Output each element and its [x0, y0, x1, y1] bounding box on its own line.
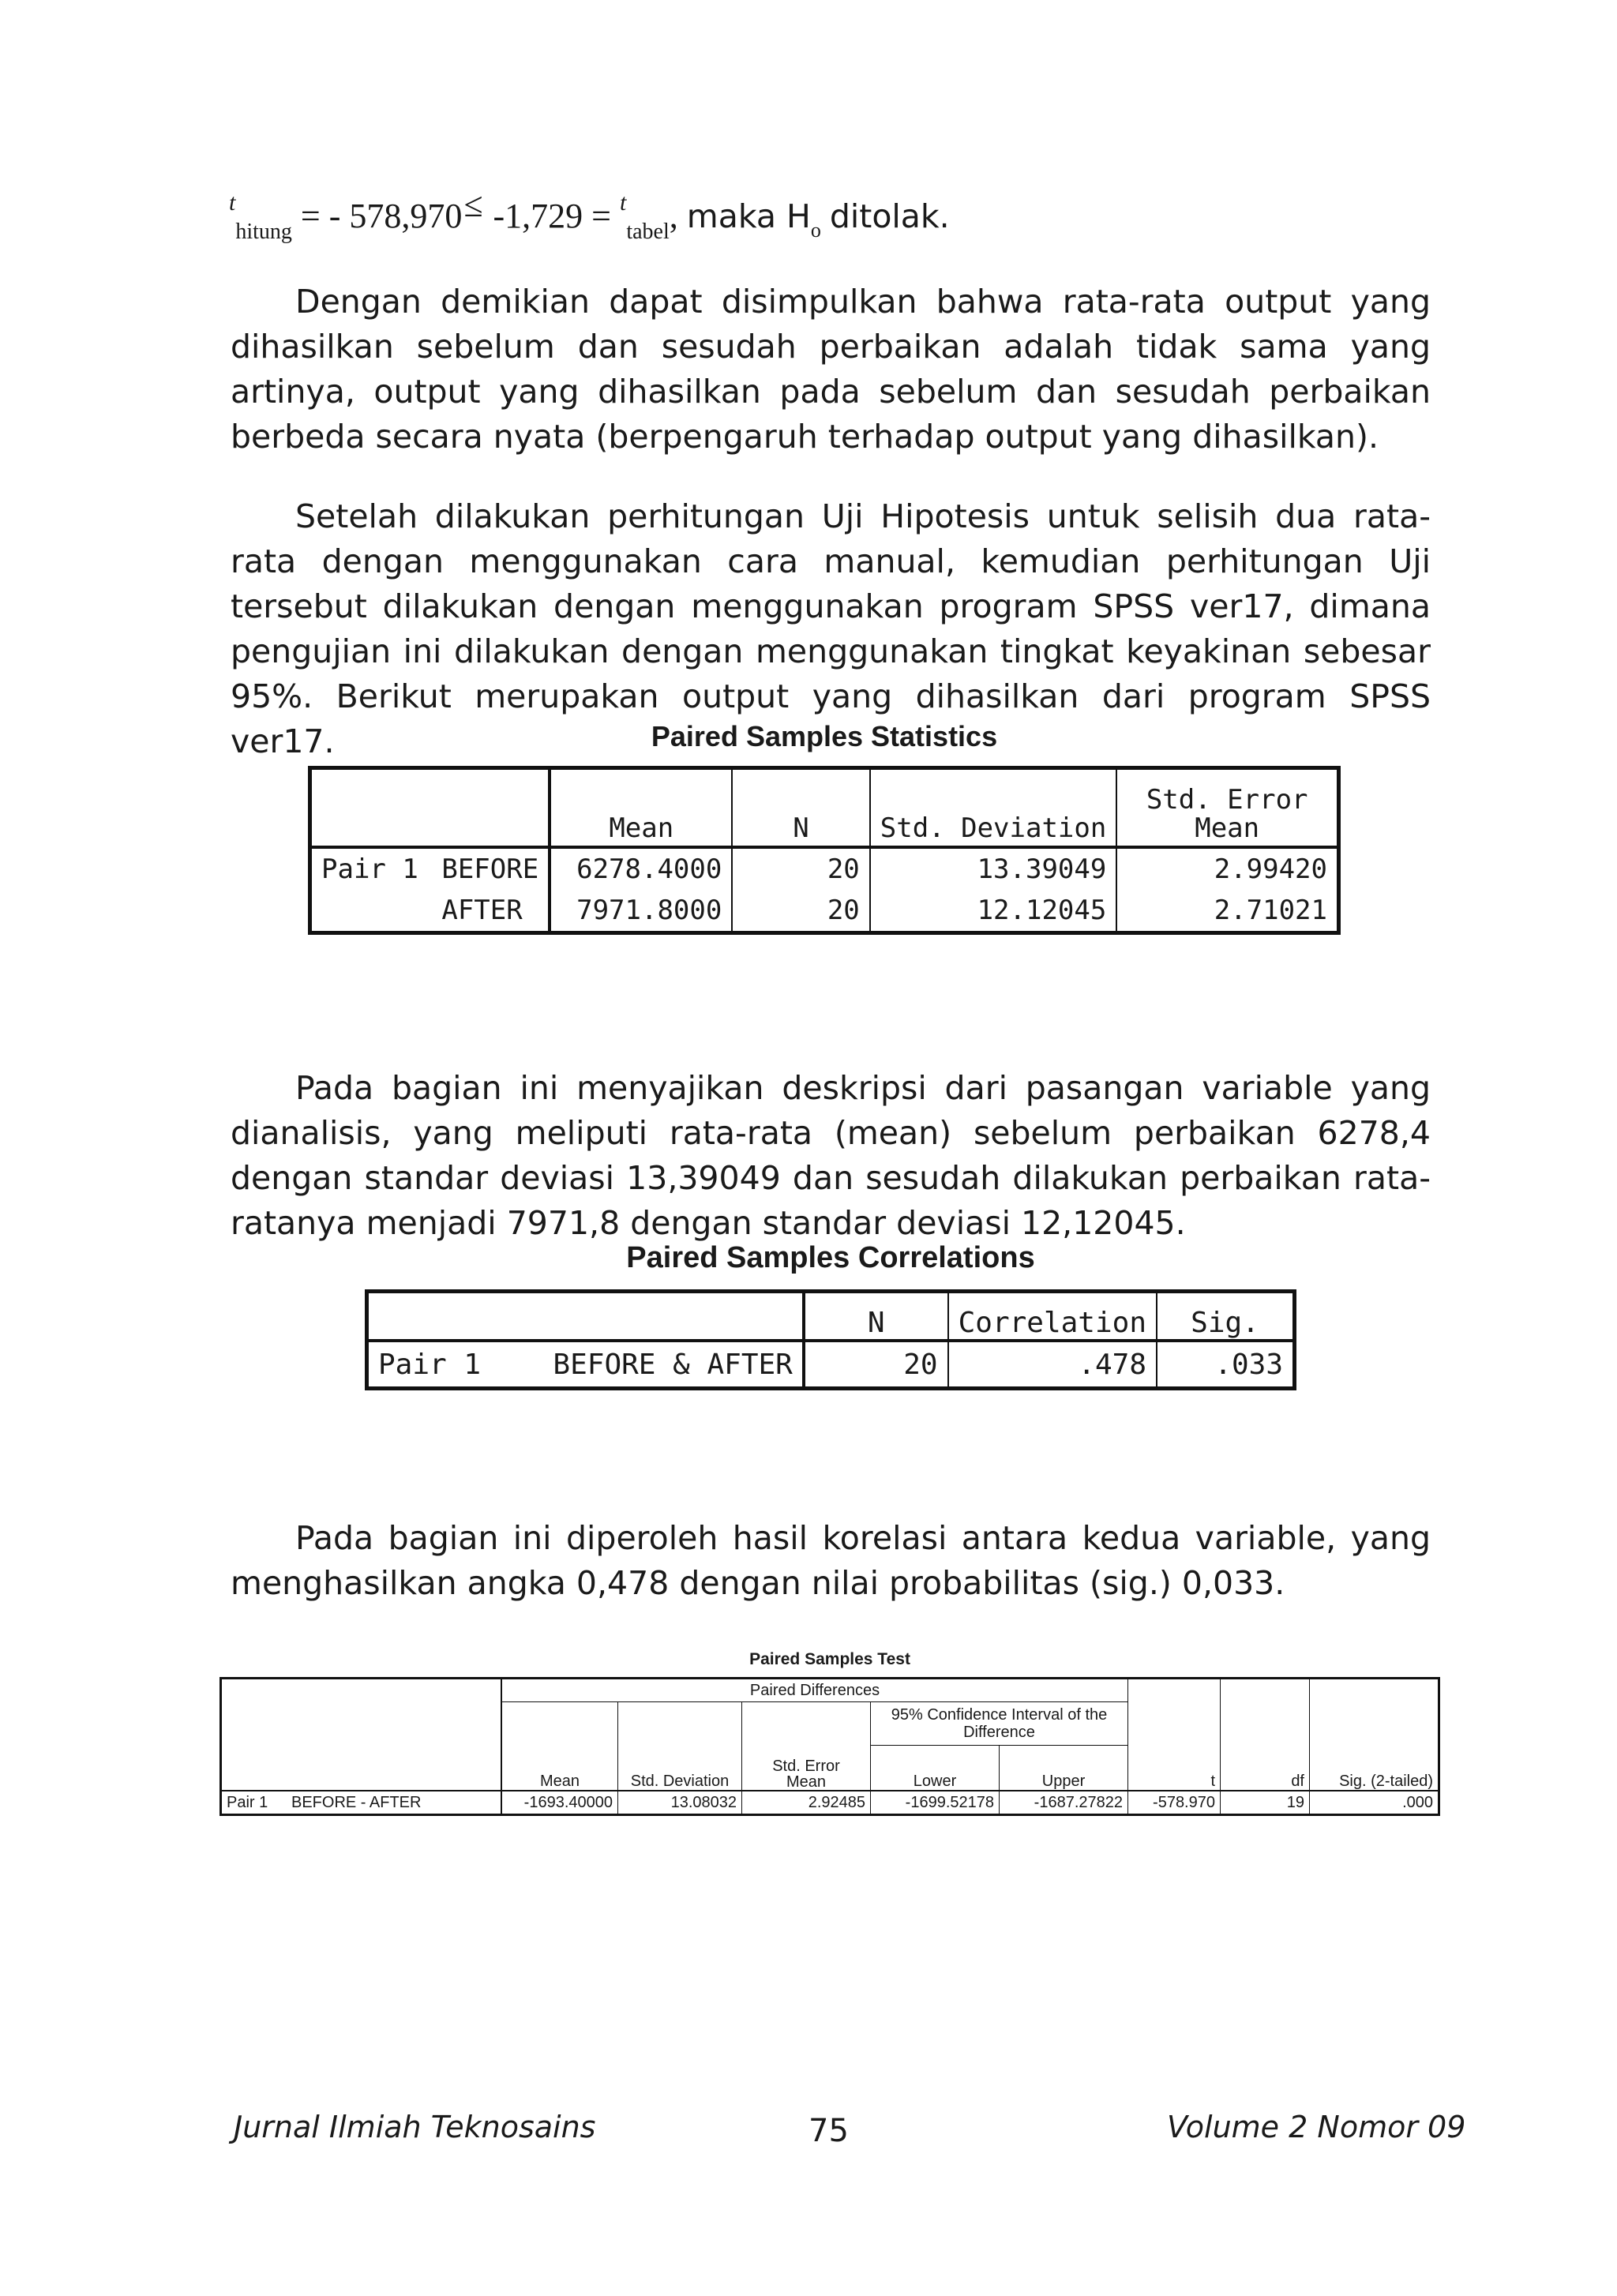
table3-df-value: 19: [1221, 1791, 1310, 1815]
formula-comma: ,: [669, 197, 678, 235]
table2-header-correlation: Correlation: [948, 1292, 1157, 1341]
table2-header-n: N: [804, 1292, 948, 1341]
table1-header-sd: Std. Deviation: [870, 768, 1117, 848]
paragraph-statistics-description: Pada bagian ini menyajikan deskripsi dari pasangan variable yang dianalisis, yang meliputi rata-rata (mean) sebelum perbaikan 6278,4 dengan standar deviasi 13,39049 dan sesudah dilakukan perbaikan rata-ratanya menjadi 7971,8 dengan standar deviasi 12,12045.: [231, 1069, 1431, 1242]
table1-sd-before: 13.39049: [870, 847, 1117, 890]
table3-group-header: Paired Differences: [501, 1679, 1128, 1702]
table2-title: Paired Samples Correlations: [626, 1241, 1035, 1274]
table3-header-se-line1: Std. Error: [772, 1758, 840, 1775]
subscript-hitung: hitung: [235, 219, 292, 244]
table3-upper-value: -1687.27822: [1000, 1791, 1128, 1815]
table2-header-sig: Sig.: [1157, 1292, 1294, 1341]
hypothesis-formula: [229, 186, 950, 244]
t-tabel-value: -1,729 =: [493, 197, 611, 235]
table3-corner: [221, 1679, 502, 1791]
table1-header-se-line1: Std. Error: [1146, 784, 1308, 816]
table1-pair-label-empty: [310, 890, 433, 933]
table1-mean-before: 6278.4000: [550, 847, 732, 890]
table3-header-t: t: [1128, 1679, 1221, 1791]
table1-corner: [310, 768, 550, 848]
paired-samples-test-table: [219, 1677, 1440, 1816]
paired-samples-statistics-table: [308, 766, 1341, 935]
table2-correlation-value: .478: [948, 1341, 1157, 1389]
table3-header-lower: Lower: [871, 1746, 1000, 1791]
table-row: [221, 1791, 1439, 1815]
table3-header-upper: Upper: [1000, 1746, 1128, 1791]
table1-header-se: [1116, 768, 1338, 848]
table1-header-se-line2: Mean: [1195, 812, 1260, 844]
table2-pair-label: Pair 1: [378, 1348, 482, 1381]
table3-lower-value: -1699.52178: [871, 1791, 1000, 1815]
table1-n-before: 20: [732, 847, 869, 890]
paired-samples-correlations-table: [365, 1289, 1296, 1390]
paragraph-conclusion: Dengan demikian dapat disimpulkan bahwa rata-rata output yang dihasilkan sebelum dan sesudah perbaikan adalah tidak sama yang artinya, output yang dihasilkan pada sebelum dan sesudah perbaikan berbeda secara nyata (berpengaruh terhadap output yang dihasilkan).: [231, 283, 1431, 456]
table1-header-n: N: [732, 768, 869, 848]
table2-corner: [367, 1292, 804, 1341]
table2-n-value: 20: [804, 1341, 948, 1389]
table3-ci-line2: Difference: [963, 1724, 1035, 1741]
table1-se-after: 2.71021: [1214, 895, 1327, 926]
table-row: [310, 890, 1339, 933]
table3-pair-label: Pair 1: [227, 1794, 268, 1811]
leq-symbol: ≤: [463, 186, 483, 224]
table3-header-se: [742, 1702, 871, 1791]
table3-header-sd: Std. Deviation: [618, 1702, 742, 1791]
t-hitung-value: = - 578,970: [300, 197, 463, 235]
footer-volume: Volume 2 Nomor 09: [1167, 2110, 1466, 2144]
subscript-tabel: tabel: [626, 219, 670, 244]
table3-var-label: BEFORE - AFTER: [287, 1791, 501, 1815]
t-symbol: t: [229, 189, 236, 216]
ditolak-text: ditolak.: [829, 197, 950, 235]
footer-journal-name: Jurnal Ilmiah Teknosains: [234, 2110, 596, 2144]
table3-header-se-line2: Mean: [786, 1773, 827, 1791]
table1-var-before: BEFORE: [432, 847, 550, 890]
table1-n-after: 20: [732, 890, 869, 933]
footer-page-number: 75: [808, 2113, 849, 2149]
paragraph-correlation-description: Pada bagian ini diperoleh hasil korelasi antara kedua variable, yang menghasilkan angka 0,478 dengan nilai probabilitas (sig.) 0,033.: [231, 1519, 1431, 1602]
table2-var-label: BEFORE & AFTER: [553, 1348, 793, 1381]
h-subscript-o: o: [810, 219, 821, 242]
table3-title: Paired Samples Test: [749, 1650, 910, 1668]
table2-sig-value: .033: [1214, 1348, 1283, 1381]
table3-header-df: df: [1221, 1679, 1310, 1791]
table3-header-mean: Mean: [501, 1702, 618, 1791]
t-symbol-2: t: [620, 189, 627, 216]
table1-title: Paired Samples Statistics: [651, 720, 998, 752]
table-row: [310, 847, 1339, 890]
table1-mean-after: 7971.8000: [550, 890, 732, 933]
maka-h-text: maka H: [686, 197, 811, 235]
table-row: [367, 1341, 1295, 1389]
table3-ci-line1: 95% Confidence Interval of the: [891, 1706, 1108, 1724]
table1-var-after: AFTER: [432, 890, 550, 933]
table2-row-label: [367, 1341, 804, 1389]
table1-se-before: 2.99420: [1214, 853, 1327, 885]
paragraph-spss-intro: Setelah dilakukan perhitungan Uji Hipotesis untuk selisih dua rata-rata dengan menggunakan cara manual, kemudian perhitungan Uji tersebut dilakukan dengan menggunakan program SPSS ver17, dimana pengujian ini dilakukan dengan menggunakan tingkat keyakinan sebesar 95%. Berikut merupakan output yang dihasilkan dari program SPSS ver17.: [231, 497, 1431, 760]
table3-header-sig: Sig. (2-tailed): [1310, 1679, 1439, 1791]
table3-sig-value: .000: [1402, 1794, 1433, 1811]
table3-t-value: -578.970: [1128, 1791, 1221, 1815]
table3-se-value: 2.92485: [742, 1791, 871, 1815]
table1-header-mean: Mean: [550, 768, 732, 848]
table3-mean-value: -1693.40000: [501, 1791, 618, 1815]
table3-ci-header: [871, 1702, 1128, 1746]
table1-pair-label: Pair 1: [321, 853, 418, 885]
table1-sd-after: 12.12045: [870, 890, 1117, 933]
table3-sd-value: 13.08032: [618, 1791, 742, 1815]
